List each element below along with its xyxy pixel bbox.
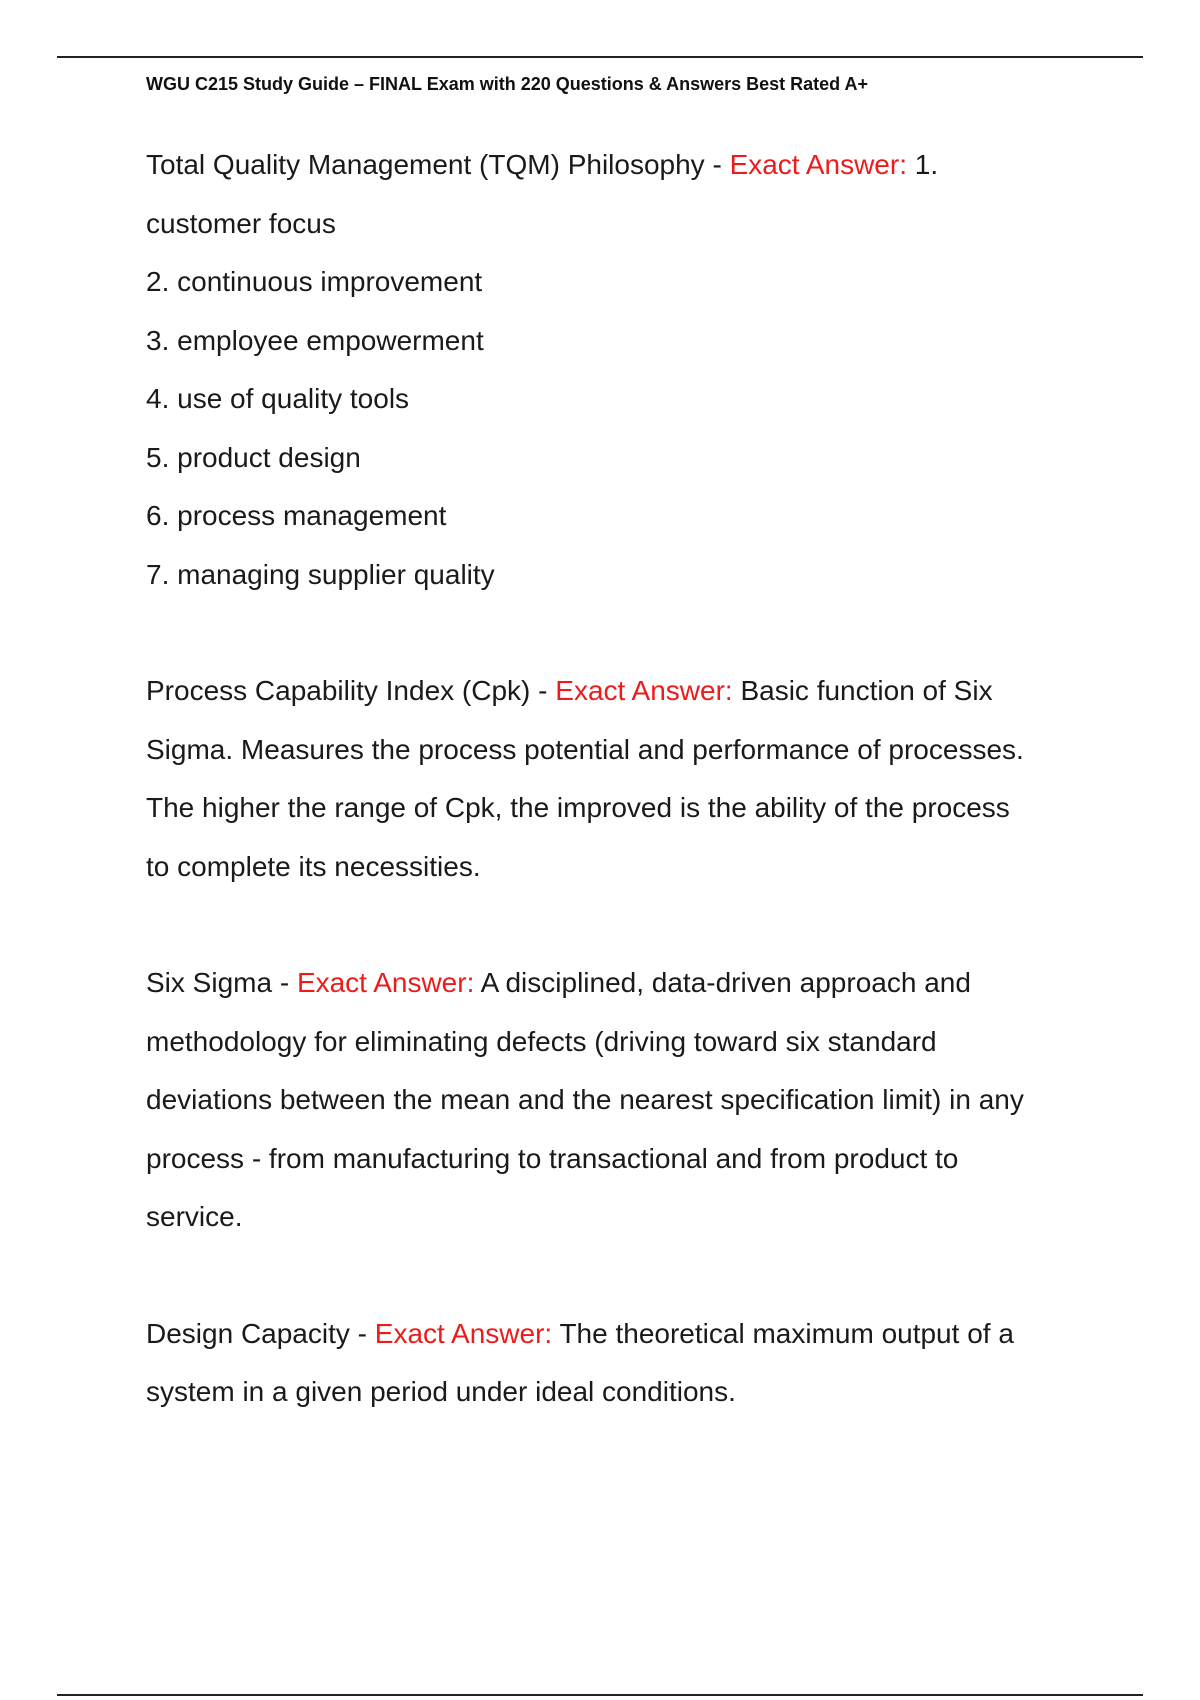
qa-entry-cpk xyxy=(146,662,1106,896)
header-rule xyxy=(57,56,1143,58)
answer-line: Sigma. Measures the process potential and performance of processes. xyxy=(146,733,1024,765)
answer-line: 7. managing supplier quality xyxy=(146,558,495,590)
qa-first-line xyxy=(146,136,1106,195)
term: Six Sigma - xyxy=(146,967,297,998)
answer-text: Basic function of Six xyxy=(740,675,993,706)
answer-line: 6. process management xyxy=(146,500,447,531)
exact-answer-label: Exact Answer: xyxy=(555,675,733,706)
qa-entry-six-sigma xyxy=(146,954,1106,1247)
answer-line: 2. continuous improvement xyxy=(146,266,483,297)
exact-answer-label: Exact Answer: xyxy=(374,1317,553,1349)
answer-line: customer focus xyxy=(146,207,336,239)
page-header: WGU C215 Study Guide – FINAL Exam with 220 Questions & Answers Best Rated A+ xyxy=(146,74,869,94)
answer-line: 3. employee empowerment xyxy=(146,324,484,356)
qa-first-line xyxy=(146,954,1106,1013)
document-body xyxy=(146,136,1106,1422)
qa-first-line xyxy=(146,662,1106,721)
qa-entry-tqm xyxy=(146,136,1106,604)
answer-text: A disciplined, data-driven approach and xyxy=(480,967,971,998)
answer-line: The higher the range of Cpk, the improved is the ability of the process xyxy=(146,792,1010,823)
answer-text: 1. xyxy=(914,149,939,180)
term: Process Capability Index (Cpk) - xyxy=(146,675,556,706)
term: Design Capacity - xyxy=(146,1317,375,1349)
answer-line: 5. product design xyxy=(146,441,361,473)
exact-answer-label: Exact Answer: xyxy=(296,967,475,998)
answer-text: The theoretical maximum output of a xyxy=(559,1317,1014,1349)
answer-line: system in a given period under ideal conditions. xyxy=(146,1376,736,1407)
answer-line: 4. use of quality tools xyxy=(146,383,410,414)
answer-line: process - from manufacturing to transactional and from product to xyxy=(146,1142,959,1174)
exact-answer-label: Exact Answer: xyxy=(729,149,907,180)
answer-line: service. xyxy=(146,1201,243,1232)
term: Total Quality Management (TQM) Philosophy - xyxy=(146,149,730,180)
answer-line: deviations between the mean and the nearest specification limit) in any xyxy=(146,1084,1024,1115)
qa-entry-design-capacity xyxy=(146,1305,1106,1422)
footer-rule xyxy=(57,1694,1143,1696)
answer-line: methodology for eliminating defects (driving toward six standard xyxy=(146,1025,937,1057)
qa-first-line xyxy=(146,1305,1106,1364)
answer-line: to complete its necessities. xyxy=(146,850,481,882)
